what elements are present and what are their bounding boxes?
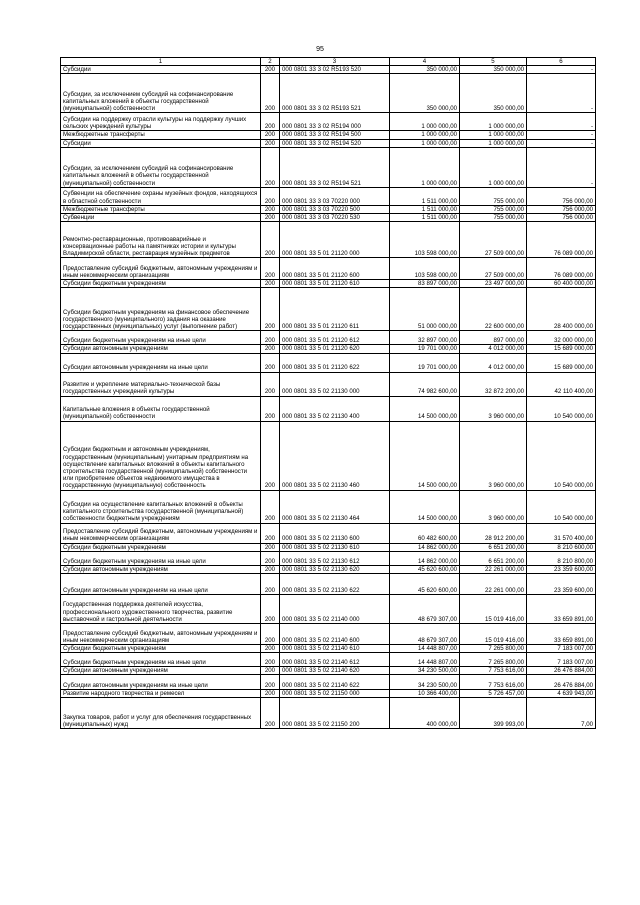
row-budget-code: 000 0801 33 3 03 70220 500: [280, 205, 390, 213]
row-name: Субвенции: [61, 213, 261, 221]
row-amount-total: 350 000,00: [390, 66, 460, 74]
row-name: Субсидии бюджетным учреждениям: [61, 543, 261, 551]
table-row: [61, 644, 596, 652]
row-amount-year-2: 756 000,00: [527, 213, 596, 221]
row-amount-total: 1 000 000,00: [390, 113, 460, 131]
row-amount-year-1: 23 497 000,00: [460, 280, 527, 288]
row-amount-year-2: 33 659 891,00: [527, 594, 596, 623]
row-name: Субсидии автономным учреждениям на иные цели: [61, 675, 261, 690]
row-amount-year-1: 1 000 000,00: [460, 131, 527, 139]
row-budget-code: 000 0801 33 5 02 21140 612: [280, 653, 390, 667]
row-amount-year-1: 7 265 800,00: [460, 644, 527, 652]
table-row: [61, 565, 596, 573]
table-row: [61, 66, 596, 74]
table-row: [61, 543, 596, 551]
table-row: [61, 205, 596, 213]
table-row: [61, 139, 596, 147]
row-amount-total: 14 500 000,00: [390, 396, 460, 421]
row-amount-year-2: 15 689 000,00: [527, 345, 596, 353]
row-admin-code: 200: [261, 139, 280, 147]
row-amount-year-2: 8 210 600,00: [527, 543, 596, 551]
row-admin-code: 200: [261, 213, 280, 221]
column-header: 3: [280, 58, 390, 66]
row-admin-code: 200: [261, 205, 280, 213]
table-row: [61, 698, 596, 729]
row-budget-code: 000 0801 33 5 01 21120 000: [280, 222, 390, 258]
table-row: [61, 690, 596, 698]
row-budget-code: 000 0801 33 3 03 70220 530: [280, 213, 390, 221]
column-header: 2: [261, 58, 280, 66]
row-amount-total: 14 500 000,00: [390, 421, 460, 490]
row-admin-code: 200: [261, 113, 280, 131]
row-amount-year-2: 7 183 007,00: [527, 644, 596, 652]
row-amount-year-2: 10 540 000,00: [527, 396, 596, 421]
row-admin-code: 200: [261, 667, 280, 675]
row-admin-code: 200: [261, 490, 280, 523]
row-amount-year-2: 31 570 400,00: [527, 523, 596, 543]
row-amount-year-2: -: [527, 66, 596, 74]
table-row: [61, 551, 596, 565]
row-amount-year-1: 32 872 200,00: [460, 372, 527, 396]
row-name: Субсидии автономным учреждениям: [61, 345, 261, 353]
row-amount-year-1: 7 265 800,00: [460, 653, 527, 667]
row-name: Субсидии автономным учреждениям: [61, 667, 261, 675]
row-amount-year-1: 897 000,00: [460, 331, 527, 345]
row-budget-code: 000 0801 33 5 02 21150 000: [280, 690, 390, 698]
row-amount-year-2: 42 110 400,00: [527, 372, 596, 396]
row-admin-code: 200: [261, 147, 280, 187]
table-row: [61, 147, 596, 187]
row-budget-code: 000 0801 33 5 02 21130 612: [280, 551, 390, 565]
row-amount-total: 1 000 000,00: [390, 131, 460, 139]
row-admin-code: 200: [261, 288, 280, 331]
row-name: Предоставление субсидий бюджетным, автономным учреждениям и иным некоммерческим организациям: [61, 623, 261, 644]
row-name: Предоставление субсидий бюджетным, автономным учреждениям и иным некоммерческим организациям: [61, 258, 261, 280]
row-admin-code: 200: [261, 131, 280, 139]
row-amount-total: 19 701 000,00: [390, 345, 460, 353]
row-budget-code: 000 0801 33 5 02 21140 622: [280, 675, 390, 690]
row-amount-total: 400 000,00: [390, 698, 460, 729]
row-amount-total: 34 230 500,00: [390, 667, 460, 675]
row-admin-code: 200: [261, 565, 280, 573]
table-row: [61, 623, 596, 644]
row-budget-code: 000 0801 33 5 02 21130 610: [280, 543, 390, 551]
row-amount-year-1: 1 000 000,00: [460, 139, 527, 147]
row-amount-year-2: -: [527, 113, 596, 131]
row-amount-total: 14 448 807,00: [390, 644, 460, 652]
row-name: Ремонтно-реставрационные, противоаварийные и консервационные работы на памятниках истории и культуры Владимирской области, реставрация музейных предметов: [61, 222, 261, 258]
row-amount-year-1: 7 753 616,00: [460, 675, 527, 690]
row-amount-total: 103 598 000,00: [390, 222, 460, 258]
row-amount-year-1: 350 000,00: [460, 74, 527, 113]
row-admin-code: 200: [261, 523, 280, 543]
table-row: [61, 573, 596, 594]
row-amount-year-1: 22 261 000,00: [460, 573, 527, 594]
row-amount-total: 45 620 600,00: [390, 565, 460, 573]
row-admin-code: 200: [261, 690, 280, 698]
column-header: 1: [61, 58, 261, 66]
row-budget-code: 000 0801 33 5 02 21140 610: [280, 644, 390, 652]
row-amount-total: 48 679 307,00: [390, 594, 460, 623]
row-name: Субвенции на обеспечение охраны музейных фондов, находящихся в областной собственности: [61, 187, 261, 205]
row-amount-year-2: 23 359 600,00: [527, 565, 596, 573]
row-amount-total: 48 679 307,00: [390, 623, 460, 644]
row-name: Субсидии автономным учреждениям на иные цели: [61, 353, 261, 372]
row-name: Субсидии бюджетным учреждениям: [61, 644, 261, 652]
row-amount-year-2: 23 359 600,00: [527, 573, 596, 594]
row-name: Субсидии бюджетным учреждениям на иные цели: [61, 551, 261, 565]
row-amount-total: 350 000,00: [390, 74, 460, 113]
row-amount-total: 1 511 000,00: [390, 187, 460, 205]
row-budget-code: 000 0801 33 5 02 21130 400: [280, 396, 390, 421]
row-amount-total: 14 862 000,00: [390, 543, 460, 551]
row-amount-year-2: 28 400 000,00: [527, 288, 596, 331]
row-amount-year-1: 15 019 416,00: [460, 594, 527, 623]
row-amount-total: 45 620 600,00: [390, 573, 460, 594]
row-amount-year-2: 32 000 000,00: [527, 331, 596, 345]
row-amount-total: 51 000 000,00: [390, 288, 460, 331]
row-amount-year-2: 26 476 884,00: [527, 675, 596, 690]
table-row: [61, 331, 596, 345]
row-name: Государственная поддержка деятелей искусства, профессионального художественного творчества, развитие выставочной и гастрольной деятельности: [61, 594, 261, 623]
row-amount-year-1: 15 019 416,00: [460, 623, 527, 644]
row-name: Субсидии на поддержку отрасли культуры на поддержку лучших сельских учреждений культуры: [61, 113, 261, 131]
row-admin-code: 200: [261, 421, 280, 490]
row-amount-year-2: -: [527, 139, 596, 147]
row-name: Субсидии, за исключением субсидий на софинансирование капитальных вложений в объекты государственной (муниципальной) собственности: [61, 147, 261, 187]
row-amount-year-1: 3 960 000,00: [460, 396, 527, 421]
row-name: Субсидии автономным учреждениям: [61, 565, 261, 573]
row-amount-year-1: 27 509 000,00: [460, 222, 527, 258]
row-budget-code: 000 0801 33 5 01 21120 611: [280, 288, 390, 331]
table-row: [61, 353, 596, 372]
row-admin-code: 200: [261, 187, 280, 205]
row-name: Субсидии бюджетным и автономным учреждениям, государственным (муниципальным) унитарным предприятиям на осуществление капитальных вложений в объекты капитального строительства государственной (муниципальной) собственности или приобретение объектов недвижимого имущества в государственную (муниципальную) собственность: [61, 421, 261, 490]
row-budget-code: 000 0801 33 5 01 21120 620: [280, 345, 390, 353]
row-admin-code: 200: [261, 222, 280, 258]
row-budget-code: 000 0801 33 5 02 21150 200: [280, 698, 390, 729]
row-budget-code: 000 0801 33 5 02 21140 620: [280, 667, 390, 675]
row-budget-code: 000 0801 33 5 02 21130 460: [280, 421, 390, 490]
row-name: Субсидии, за исключением субсидий на софинансирование капитальных вложений в объекты государственной (муниципальной) собственности: [61, 74, 261, 113]
row-amount-year-1: 350 000,00: [460, 66, 527, 74]
row-budget-code: 000 0801 33 3 02 R5194 000: [280, 113, 390, 131]
row-admin-code: 200: [261, 623, 280, 644]
row-amount-year-2: 7 183 007,00: [527, 653, 596, 667]
table-row: [61, 594, 596, 623]
row-budget-code: 000 0801 33 3 02 R5193 520: [280, 66, 390, 74]
row-amount-year-2: 10 540 000,00: [527, 490, 596, 523]
table-row: [61, 421, 596, 490]
row-admin-code: 200: [261, 74, 280, 113]
row-name: Субсидии бюджетным учреждениям: [61, 280, 261, 288]
page-number: 95: [316, 46, 324, 53]
row-amount-total: 60 482 600,00: [390, 523, 460, 543]
table-row: [61, 372, 596, 396]
row-amount-year-1: 755 000,00: [460, 187, 527, 205]
row-amount-total: 1 000 000,00: [390, 139, 460, 147]
row-budget-code: 000 0801 33 5 02 21130 622: [280, 573, 390, 594]
row-admin-code: 200: [261, 573, 280, 594]
row-amount-year-1: 3 960 000,00: [460, 421, 527, 490]
row-amount-year-2: 26 476 884,00: [527, 667, 596, 675]
row-budget-code: 000 0801 33 5 01 21120 600: [280, 258, 390, 280]
table-row: [61, 345, 596, 353]
table-row: [61, 675, 596, 690]
row-amount-year-1: 5 726 457,00: [460, 690, 527, 698]
table-row: [61, 396, 596, 421]
row-name: Субсидии бюджетным учреждениям на иные цели: [61, 653, 261, 667]
row-amount-year-2: 756 000,00: [527, 205, 596, 213]
row-admin-code: 200: [261, 644, 280, 652]
row-name: Субсидии бюджетным учреждениям на иные цели: [61, 331, 261, 345]
row-amount-total: 1 511 000,00: [390, 205, 460, 213]
row-name: Субсидии автономным учреждениям на иные цели: [61, 573, 261, 594]
row-admin-code: 200: [261, 66, 280, 74]
row-amount-year-1: 6 651 200,00: [460, 551, 527, 565]
row-amount-year-1: 4 012 000,00: [460, 345, 527, 353]
table-row: [61, 213, 596, 221]
row-name: Развитие народного творчества и ремесел: [61, 690, 261, 698]
row-budget-code: 000 0801 33 5 02 21130 464: [280, 490, 390, 523]
row-name: Предоставление субсидий бюджетным, автономным учреждениям и иным некоммерческим организациям: [61, 523, 261, 543]
column-header: 4: [390, 58, 460, 66]
row-amount-year-2: 60 400 000,00: [527, 280, 596, 288]
row-budget-code: 000 0801 33 5 02 21130 000: [280, 372, 390, 396]
table-row: [61, 653, 596, 667]
table-row: [61, 113, 596, 131]
row-budget-code: 000 0801 33 5 02 21140 600: [280, 623, 390, 644]
row-amount-year-2: 76 089 000,00: [527, 222, 596, 258]
row-amount-year-1: 1 000 000,00: [460, 113, 527, 131]
table-row: [61, 490, 596, 523]
row-amount-year-2: -: [527, 147, 596, 187]
row-amount-total: 14 500 000,00: [390, 490, 460, 523]
row-name: Развитие и укрепление материально-технической базы государственных учреждений культуры: [61, 372, 261, 396]
row-admin-code: 200: [261, 551, 280, 565]
column-header: 5: [460, 58, 527, 66]
row-budget-code: 000 0801 33 5 01 21120 612: [280, 331, 390, 345]
row-budget-code: 000 0801 33 5 02 21140 000: [280, 594, 390, 623]
row-amount-total: 1 000 000,00: [390, 147, 460, 187]
row-amount-year-2: 33 659 891,00: [527, 623, 596, 644]
table-row: [61, 280, 596, 288]
row-admin-code: 200: [261, 353, 280, 372]
row-admin-code: 200: [261, 653, 280, 667]
row-amount-year-1: 1 000 000,00: [460, 147, 527, 187]
row-budget-code: 000 0801 33 5 02 21130 620: [280, 565, 390, 573]
table-row: [61, 187, 596, 205]
row-name: Капитальные вложения в объекты государственной (муниципальной) собственности: [61, 396, 261, 421]
row-amount-year-2: 756 000,00: [527, 187, 596, 205]
row-amount-year-1: 28 912 200,00: [460, 523, 527, 543]
table-row: [61, 258, 596, 280]
row-amount-year-1: 4 012 000,00: [460, 353, 527, 372]
row-admin-code: 200: [261, 543, 280, 551]
row-amount-total: 10 366 400,00: [390, 690, 460, 698]
column-header: 6: [527, 58, 596, 66]
row-amount-total: 34 230 500,00: [390, 675, 460, 690]
table-row: [61, 74, 596, 113]
row-amount-total: 83 897 000,00: [390, 280, 460, 288]
row-amount-total: 14 862 000,00: [390, 551, 460, 565]
row-budget-code: 000 0801 33 3 03 70220 000: [280, 187, 390, 205]
row-admin-code: 200: [261, 675, 280, 690]
row-amount-year-2: -: [527, 74, 596, 113]
row-amount-year-1: 7 753 616,00: [460, 667, 527, 675]
row-amount-year-1: 755 000,00: [460, 205, 527, 213]
row-amount-total: 103 598 000,00: [390, 258, 460, 280]
row-amount-year-1: 6 651 200,00: [460, 543, 527, 551]
row-name: Субсидии бюджетным учреждениям на финансовое обеспечение государственного (муниципального) задания на оказание государственных (муниципальных) услуг (выполнение работ): [61, 288, 261, 331]
row-name: Субсидии: [61, 66, 261, 74]
row-budget-code: 000 0801 33 5 02 21130 600: [280, 523, 390, 543]
table-row: [61, 222, 596, 258]
row-amount-year-2: 7,00: [527, 698, 596, 729]
row-name: Субсидии на осуществление капитальных вложений в объекты капитального строительства государственной (муниципальной) собственности бюджетным учреждениям: [61, 490, 261, 523]
column-number-header-row: [61, 58, 596, 66]
table-row: [61, 667, 596, 675]
row-amount-year-2: -: [527, 131, 596, 139]
budget-table: [60, 57, 596, 729]
table-row: [61, 131, 596, 139]
row-amount-total: 19 701 000,00: [390, 353, 460, 372]
row-budget-code: 000 0801 33 3 02 R5194 500: [280, 131, 390, 139]
row-amount-total: 14 448 807,00: [390, 653, 460, 667]
row-amount-year-1: 399 993,00: [460, 698, 527, 729]
row-admin-code: 200: [261, 345, 280, 353]
row-name: Субсидии: [61, 139, 261, 147]
row-budget-code: 000 0801 33 3 02 R5193 521: [280, 74, 390, 113]
table-row: [61, 523, 596, 543]
row-amount-year-1: 27 509 000,00: [460, 258, 527, 280]
row-amount-year-2: 4 639 943,00: [527, 690, 596, 698]
row-amount-year-1: 22 261 000,00: [460, 565, 527, 573]
row-amount-year-1: 3 960 000,00: [460, 490, 527, 523]
row-admin-code: 200: [261, 280, 280, 288]
row-admin-code: 200: [261, 331, 280, 345]
row-amount-total: 1 511 000,00: [390, 213, 460, 221]
row-admin-code: 200: [261, 258, 280, 280]
row-budget-code: 000 0801 33 3 02 R5194 520: [280, 139, 390, 147]
row-amount-year-1: 22 600 000,00: [460, 288, 527, 331]
row-name: Межбюджетные трансферты: [61, 131, 261, 139]
row-budget-code: 000 0801 33 3 02 R5194 521: [280, 147, 390, 187]
row-admin-code: 200: [261, 594, 280, 623]
row-amount-total: 74 982 600,00: [390, 372, 460, 396]
row-amount-year-2: 15 689 000,00: [527, 353, 596, 372]
row-budget-code: 000 0801 33 5 01 21120 622: [280, 353, 390, 372]
row-amount-year-1: 755 000,00: [460, 213, 527, 221]
row-admin-code: 200: [261, 372, 280, 396]
row-amount-year-2: 10 540 000,00: [527, 421, 596, 490]
row-name: Межбюджетные трансферты: [61, 205, 261, 213]
row-admin-code: 200: [261, 396, 280, 421]
row-amount-total: 32 897 000,00: [390, 331, 460, 345]
table-row: [61, 288, 596, 331]
row-amount-year-2: 76 089 000,00: [527, 258, 596, 280]
row-name: Закупка товаров, работ и услуг для обеспечения государственных (муниципальных) нужд: [61, 698, 261, 729]
row-budget-code: 000 0801 33 5 01 21120 610: [280, 280, 390, 288]
row-amount-year-2: 8 210 800,00: [527, 551, 596, 565]
row-admin-code: 200: [261, 698, 280, 729]
